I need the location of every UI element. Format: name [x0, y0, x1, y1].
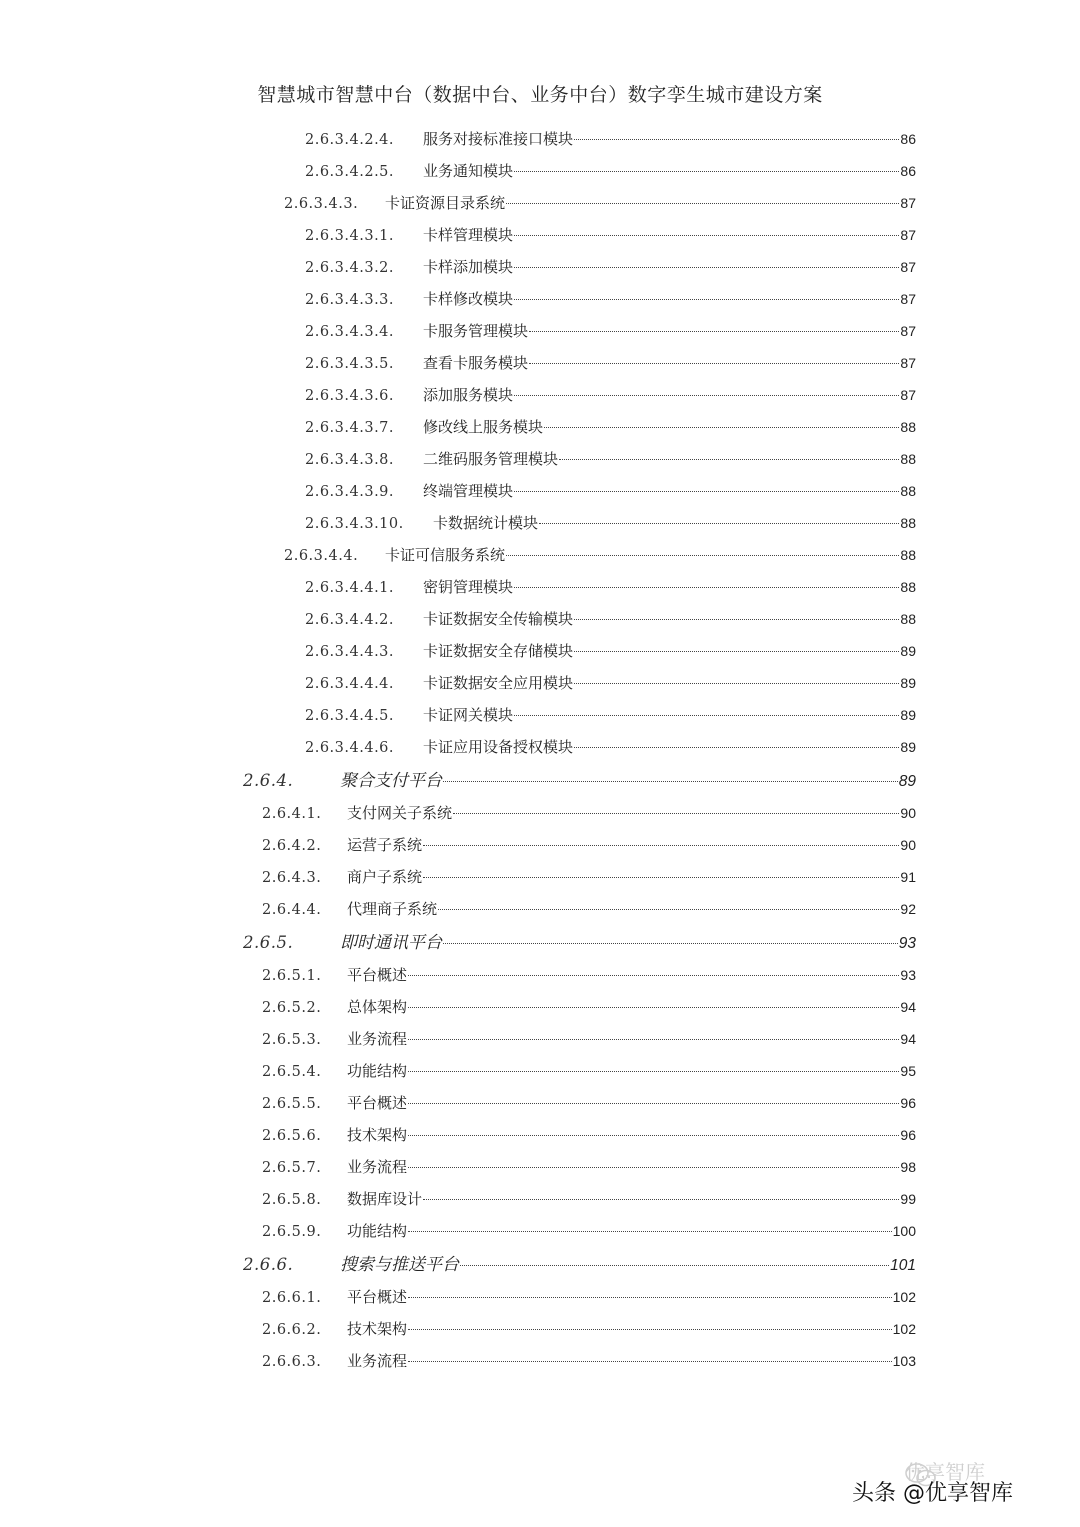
- toc-entry-label: 平台概述: [347, 966, 408, 984]
- dot-leader: [539, 523, 899, 524]
- toc-entry-label: 技术架构: [347, 1126, 408, 1144]
- toc-entry[interactable]: [262, 1318, 916, 1342]
- toc-entry-label: 卡证应用设备授权模块: [423, 738, 574, 756]
- toc-entry-label: 卡服务管理模块: [423, 322, 529, 340]
- toc-entry-number: 2.6.3.4.3.9.: [305, 484, 395, 500]
- dot-leader: [408, 1361, 892, 1362]
- watermark-text: 头条 @优享智库: [852, 1481, 1013, 1506]
- toc-entry[interactable]: [262, 834, 916, 858]
- toc-entry-number: 2.6.3.4.3.2.: [305, 260, 395, 276]
- toc-entry-number: 2.6.4.2.: [262, 838, 322, 854]
- dot-leader: [408, 1071, 899, 1072]
- toc-entry-number: 2.6.4.3.: [262, 870, 322, 886]
- toc-entry-page: 88: [900, 515, 916, 531]
- toc-entry-number: 2.6.3.4.4.2.: [305, 612, 395, 628]
- dot-leader: [529, 363, 899, 364]
- toc-entry-page: 91: [900, 869, 916, 885]
- dot-leader: [514, 587, 899, 588]
- toc-entry-label: 二维码服务管理模块: [423, 450, 559, 468]
- toc-entry-page: 87: [900, 355, 916, 371]
- toc-entry-page: 102: [892, 1289, 916, 1305]
- toc-entry-page: 89: [900, 739, 916, 755]
- dot-leader: [408, 1167, 899, 1168]
- dot-leader: [408, 1231, 892, 1232]
- toc-entry-number: 2.6.5.6.: [262, 1128, 322, 1144]
- toc-entry-number: 2.6.5.2.: [262, 1000, 322, 1016]
- dot-leader: [514, 395, 899, 396]
- dot-leader: [408, 1135, 899, 1136]
- dot-leader: [408, 1007, 899, 1008]
- toc-entry-label: 运营子系统: [347, 836, 423, 854]
- toc-entry-number: 2.6.5.: [243, 933, 294, 952]
- toc-entry[interactable]: [262, 964, 916, 988]
- toc-entry-label: 搜索与推送平台: [340, 1255, 459, 1275]
- toc-entry-label: 业务流程: [347, 1352, 408, 1370]
- toc-entry-label: 技术架构: [347, 1320, 408, 1338]
- dot-leader: [574, 651, 899, 652]
- document-title: 智慧城市智慧中台（数据中台、业务中台）数字孪生城市建设方案: [257, 84, 823, 106]
- toc-entry-number: 2.6.5.1.: [262, 968, 322, 984]
- toc-entry-label: 业务流程: [347, 1158, 408, 1176]
- toc-entry-number: 2.6.3.4.3.6.: [305, 388, 395, 404]
- toc-entry-page: 89: [900, 675, 916, 691]
- dot-leader: [514, 267, 899, 268]
- toc-entry-page: 94: [900, 999, 916, 1015]
- toc-entry-number: 2.6.5.8.: [262, 1192, 322, 1208]
- toc-entry-number: 2.6.3.4.4.6.: [305, 740, 395, 756]
- toc-entry-label: 代理商子系统: [347, 900, 438, 918]
- toc-entry-page: 88: [900, 483, 916, 499]
- toc-entry[interactable]: [305, 672, 916, 696]
- toc-entry[interactable]: [262, 1092, 916, 1116]
- toc-entry-page: 89: [898, 773, 916, 790]
- toc-entry[interactable]: [305, 384, 916, 408]
- toc-entry-label: 卡证数据安全存储模块: [423, 642, 574, 660]
- toc-entry-number: 2.6.3.4.4.4.: [305, 676, 395, 692]
- toc-entry-page: 87: [900, 387, 916, 403]
- toc-entry-page: 98: [900, 1159, 916, 1175]
- dot-leader: [423, 1199, 899, 1200]
- toc-entry-label: 业务通知模块: [423, 162, 514, 180]
- toc-entry-label: 卡数据统计模块: [433, 514, 539, 532]
- dot-leader: [443, 943, 898, 944]
- toc-entry-page: 96: [900, 1095, 916, 1111]
- toc-entry-label: 修改线上服务模块: [423, 418, 544, 436]
- toc-entry-label: 卡证可信服务系统: [385, 546, 506, 564]
- toc-entry[interactable]: [305, 224, 916, 248]
- toc-entry-number: 2.6.3.4.4.: [284, 548, 359, 564]
- toc-entry[interactable]: [305, 160, 916, 184]
- toc-entry-number: 2.6.3.4.2.5.: [305, 164, 395, 180]
- toc-entry-label: 卡样管理模块: [423, 226, 514, 244]
- toc-entry-page: 87: [900, 323, 916, 339]
- toc-entry[interactable]: [262, 996, 916, 1020]
- toc-entry[interactable]: [284, 544, 916, 568]
- toc-entry[interactable]: [243, 766, 916, 794]
- toc-entry[interactable]: [305, 608, 916, 632]
- toc-entry-page: 86: [900, 163, 916, 179]
- toc-entry-label: 添加服务模块: [423, 386, 514, 404]
- toc-entry-label: 卡样添加模块: [423, 258, 514, 276]
- toc-entry-label: 卡证数据安全传输模块: [423, 610, 574, 628]
- toc-entry[interactable]: [262, 1286, 916, 1310]
- dot-leader: [514, 299, 899, 300]
- toc-entry[interactable]: [305, 416, 916, 440]
- toc-entry[interactable]: [305, 736, 916, 760]
- toc-entry-label: 数据库设计: [347, 1190, 423, 1208]
- toc-entry-number: 2.6.5.4.: [262, 1064, 322, 1080]
- toc-entry[interactable]: [305, 576, 916, 600]
- toc-entry-page: 87: [900, 195, 916, 211]
- toc-entry-page: 100: [892, 1223, 916, 1239]
- toc-entry-number: 2.6.5.3.: [262, 1032, 322, 1048]
- toc-entry-label: 卡样修改模块: [423, 290, 514, 308]
- toc-entry[interactable]: [262, 1188, 916, 1212]
- toc-entry-number: 2.6.3.4.4.1.: [305, 580, 395, 596]
- toc-entry-page: 88: [900, 451, 916, 467]
- dot-leader: [529, 331, 899, 332]
- dot-leader: [506, 203, 899, 204]
- toc-entry-label: 功能结构: [347, 1222, 408, 1240]
- toc-entry-page: 95: [900, 1063, 916, 1079]
- toc-entry-page: 101: [890, 1257, 916, 1274]
- toc-entry-label: 卡证资源目录系统: [385, 194, 506, 212]
- toc-entry-number: 2.6.3.4.4.5.: [305, 708, 395, 724]
- dot-leader: [574, 747, 899, 748]
- dot-leader: [423, 845, 899, 846]
- toc-entry[interactable]: [262, 1124, 916, 1148]
- toc-entry[interactable]: [243, 1250, 916, 1278]
- toc-entry-label: 终端管理模块: [423, 482, 514, 500]
- dot-leader: [514, 171, 899, 172]
- toc-entry-page: 88: [900, 419, 916, 435]
- toc-entry-page: 87: [900, 291, 916, 307]
- toc-entry-page: 88: [900, 611, 916, 627]
- dot-leader: [559, 459, 899, 460]
- toc-entry[interactable]: [305, 448, 916, 472]
- toc-entry-label: 平台概述: [347, 1094, 408, 1112]
- dot-leader: [514, 491, 899, 492]
- toc-entry-page: 93: [900, 967, 916, 983]
- toc-entry[interactable]: [305, 288, 916, 312]
- toc-entry-label: 平台概述: [347, 1288, 408, 1306]
- toc-entry-page: 87: [900, 259, 916, 275]
- toc-entry-number: 2.6.3.4.3.3.: [305, 292, 395, 308]
- toc-entry-number: 2.6.4.: [243, 771, 294, 790]
- toc-entry-number: 2.6.3.4.3.10.: [305, 516, 404, 532]
- toc-entry-number: 2.6.4.4.: [262, 902, 322, 918]
- toc-entry-number: 2.6.3.4.3.7.: [305, 420, 395, 436]
- toc-entry-page: 90: [900, 805, 916, 821]
- toc-entry[interactable]: [262, 1350, 916, 1374]
- toc-entry[interactable]: [305, 256, 916, 280]
- toc-entry-number: 2.6.5.5.: [262, 1096, 322, 1112]
- toc-entry-page: 89: [900, 643, 916, 659]
- dot-leader: [408, 1103, 899, 1104]
- toc-entry[interactable]: [262, 1060, 916, 1084]
- toc-entry[interactable]: [305, 480, 916, 504]
- toc-entry[interactable]: [305, 320, 916, 344]
- toc-entry-page: 88: [900, 547, 916, 563]
- dot-leader: [574, 683, 899, 684]
- toc-entry-label: 总体架构: [347, 998, 408, 1016]
- toc-entry-label: 密钥管理模块: [423, 578, 514, 596]
- dot-leader: [408, 975, 899, 976]
- toc-entry-page: 93: [898, 935, 916, 952]
- toc-entry-label: 查看卡服务模块: [423, 354, 529, 372]
- toc-entry-number: 2.6.6.: [243, 1255, 294, 1274]
- dot-leader: [460, 1265, 889, 1266]
- toc-entry-page: 96: [900, 1127, 916, 1143]
- toc-entry[interactable]: [262, 1156, 916, 1180]
- toc-entry-page: 90: [900, 837, 916, 853]
- toc-entry[interactable]: [243, 928, 916, 956]
- toc-entry[interactable]: [305, 640, 916, 664]
- dot-leader: [443, 781, 898, 782]
- toc-entry-page: 103: [892, 1353, 916, 1369]
- dot-leader: [574, 619, 899, 620]
- toc-entry[interactable]: [262, 1028, 916, 1052]
- toc-entry-number: 2.6.6.2.: [262, 1322, 322, 1338]
- dot-leader: [574, 139, 899, 140]
- dot-leader: [506, 555, 899, 556]
- toc-entry-label: 支付网关子系统: [347, 804, 453, 822]
- toc-entry[interactable]: [305, 704, 916, 728]
- toc-entry-page: 87: [900, 227, 916, 243]
- toc-entry-number: 2.6.5.7.: [262, 1160, 322, 1176]
- dot-leader: [544, 427, 899, 428]
- toc-entry-label: 业务流程: [347, 1030, 408, 1048]
- toc-entry-number: 2.6.6.1.: [262, 1290, 322, 1306]
- dot-leader: [408, 1329, 892, 1330]
- dot-leader: [514, 235, 899, 236]
- toc-entry-page: 99: [900, 1191, 916, 1207]
- toc-entry-number: 2.6.3.4.3.1.: [305, 228, 395, 244]
- toc-entry-number: 2.6.3.4.3.: [284, 196, 359, 212]
- dot-leader: [453, 813, 899, 814]
- toc-entry[interactable]: [305, 128, 916, 152]
- toc-entry[interactable]: [305, 352, 916, 376]
- toc-entry-label: 商户子系统: [347, 868, 423, 886]
- toc-entry-number: 2.6.3.4.2.4.: [305, 132, 395, 148]
- toc-entry-number: 2.6.3.4.3.5.: [305, 356, 395, 372]
- toc-entry-label: 功能结构: [347, 1062, 408, 1080]
- toc-entry-number: 2.6.3.4.3.4.: [305, 324, 395, 340]
- toc-entry-page: 92: [900, 901, 916, 917]
- toc-entry-label: 聚合支付平台: [340, 771, 442, 791]
- toc-entry[interactable]: [262, 866, 916, 890]
- toc-entry-number: 2.6.5.9.: [262, 1224, 322, 1240]
- toc-entry[interactable]: [262, 802, 916, 826]
- toc-entry-label: 卡证数据安全应用模块: [423, 674, 574, 692]
- watermark: [852, 1476, 1013, 1507]
- dot-leader: [408, 1039, 899, 1040]
- dot-leader: [408, 1297, 892, 1298]
- toc-entry-page: 102: [892, 1321, 916, 1337]
- watermark-ghost-text: 优享智库: [905, 1460, 985, 1484]
- toc-entry[interactable]: [305, 512, 916, 536]
- toc-entry-number: 2.6.6.3.: [262, 1354, 322, 1370]
- dot-leader: [438, 909, 899, 910]
- toc-entry[interactable]: [262, 1220, 916, 1244]
- toc-entry-page: 94: [900, 1031, 916, 1047]
- toc-entry-number: 2.6.3.4.4.3.: [305, 644, 395, 660]
- toc-entry-page: 88: [900, 579, 916, 595]
- dot-leader: [514, 715, 899, 716]
- toc-entry-number: 2.6.3.4.3.8.: [305, 452, 395, 468]
- dot-leader: [423, 877, 899, 878]
- toc-entry-label: 即时通讯平台: [340, 933, 442, 953]
- toc-entry[interactable]: [262, 898, 916, 922]
- toc-entry-page: 86: [900, 131, 916, 147]
- toc-entry[interactable]: [284, 192, 916, 216]
- toc-entry-label: 服务对接标准接口模块: [423, 130, 574, 148]
- toc-entry-number: 2.6.4.1.: [262, 806, 322, 822]
- toc-entry-label: 卡证网关模块: [423, 706, 514, 724]
- toc-entry-page: 89: [900, 707, 916, 723]
